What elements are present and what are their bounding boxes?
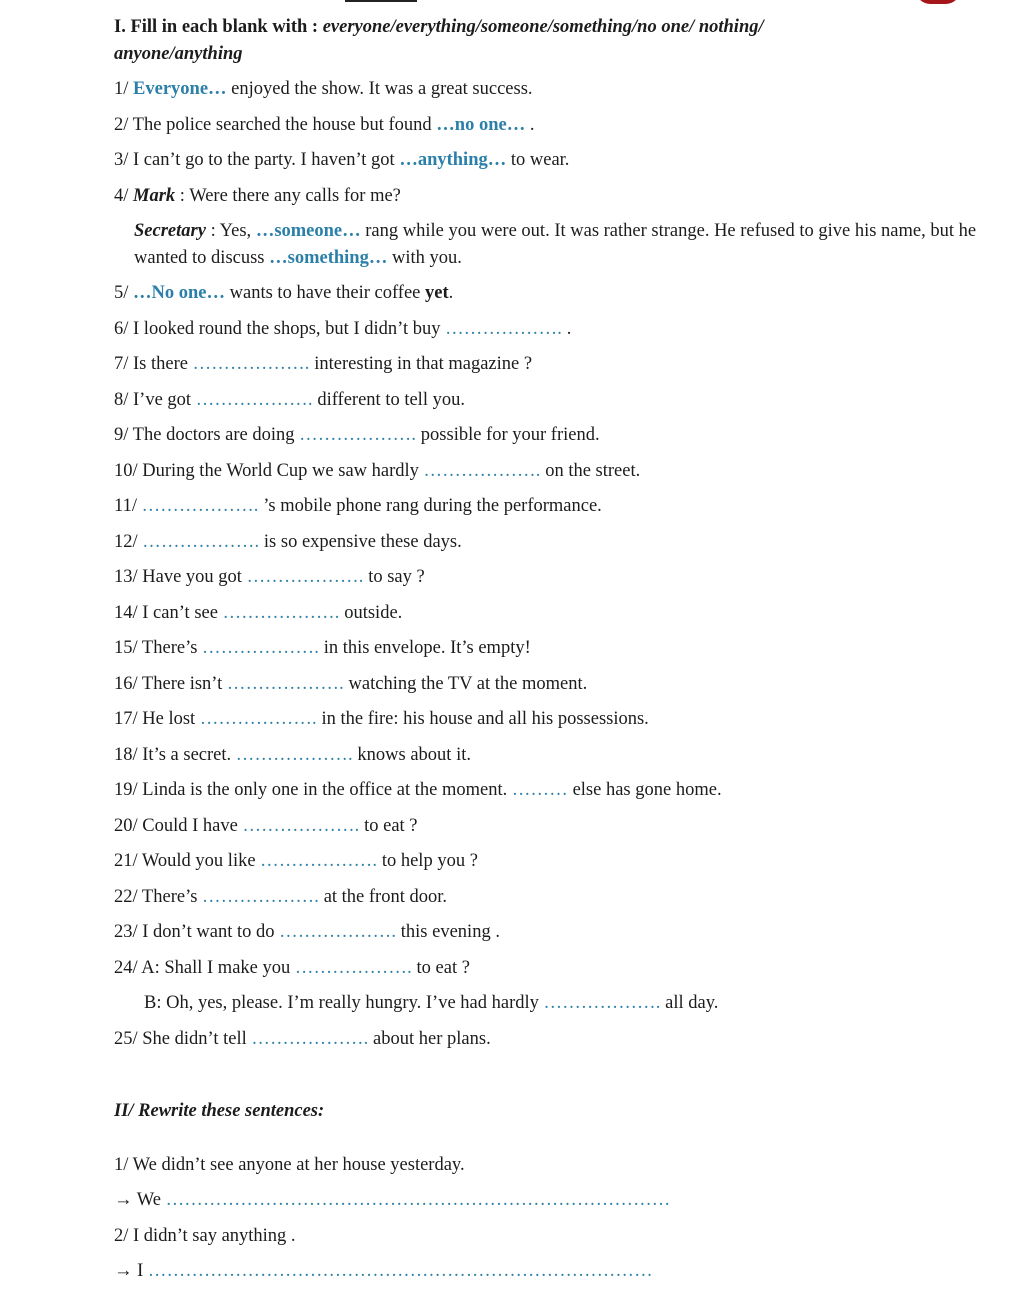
question-text: in the fire: his house and all his possessions. <box>316 709 649 729</box>
answer-blank[interactable]: ………………. <box>260 851 378 871</box>
answer-blank[interactable]: ………………. <box>192 354 310 374</box>
worksheet <box>114 14 994 1290</box>
question-16 <box>114 667 994 703</box>
question-text: rang while you were out. It was rather strange. He refused to give his name, but he wanted to discuss <box>134 221 977 268</box>
question-text: 10/ During the World Cup we saw hardly <box>114 460 424 481</box>
question-text: interesting in that magazine ? <box>309 354 533 374</box>
answer-blank[interactable]: ………………. <box>299 425 417 445</box>
question-text: 17/ He lost <box>114 709 200 729</box>
question-text: 18/ It’s a secret. <box>114 744 236 765</box>
section2-heading: II/ Rewrite these sentences: <box>114 1101 325 1121</box>
question-6 <box>114 312 994 348</box>
answer-blank[interactable]: ………………. <box>199 709 317 729</box>
rewrite-2: 2/ I didn’t say anything . <box>114 1225 296 1246</box>
answer-blank[interactable]: ………………. <box>246 567 364 587</box>
question-11 <box>114 489 994 525</box>
question-text: in this envelope. It’s empty! <box>319 638 531 658</box>
speaker-name: Mark <box>133 185 176 206</box>
question-text: 15/ There’s <box>114 638 203 658</box>
question-text: to eat ? <box>411 957 470 978</box>
answer-blank[interactable]: ………………. <box>226 673 344 694</box>
question-text: 3/ I can’t go to the party. I haven’t got <box>114 150 400 170</box>
question-text: to help you ? <box>377 851 478 871</box>
question-text: watching the TV at the moment. <box>343 673 588 694</box>
answer-text: …no one… <box>436 114 526 135</box>
question-text: about her plans. <box>368 1028 491 1049</box>
question-text: 12/ <box>114 531 143 552</box>
answer-blank[interactable]: ………………. <box>202 886 320 907</box>
question-text: at the front door. <box>319 886 447 907</box>
question-text: . <box>562 318 572 339</box>
question-text: ’s mobile phone rang during the performance. <box>258 496 602 516</box>
bold-word: yet <box>425 283 449 303</box>
question-number: 1/ <box>114 79 134 99</box>
question-2 <box>114 108 994 144</box>
question-text: 8/ I’ve got <box>114 389 196 410</box>
answer-blank[interactable]: ………………. <box>235 744 353 765</box>
question-text: 6/ I looked round the shops, but I didn’t buy <box>114 318 446 339</box>
answer-blank[interactable]: ………………. <box>195 389 313 410</box>
answer-blank[interactable]: ……………………………………………………………………… <box>147 1261 653 1281</box>
question-text: on the street. <box>540 460 641 481</box>
rewrite-2-answer-line <box>114 1254 994 1290</box>
question-text: all day. <box>660 993 719 1013</box>
answer-blank[interactable]: ………………. <box>142 531 260 552</box>
answer-text: …No one… <box>133 283 226 303</box>
top-decorative-rule <box>345 0 417 2</box>
question-text: wants to have their coffee <box>225 283 426 303</box>
question-text: to wear. <box>506 150 570 170</box>
question-text: 16/ There isn’t <box>114 673 227 694</box>
answer-blank[interactable]: ………………. <box>222 602 340 623</box>
question-text: enjoyed the show. It was a great success. <box>226 79 533 99</box>
section1-heading <box>114 14 994 68</box>
question-text: 7/ Is there <box>114 354 193 374</box>
answer-blank[interactable]: ………………. <box>423 460 541 481</box>
question-text: 25/ She didn’t tell <box>114 1028 252 1049</box>
arrow-prefix: → I <box>114 1261 148 1281</box>
speaker-name: Secretary <box>134 221 206 241</box>
question-text: . <box>448 283 454 303</box>
question-24 <box>114 951 994 987</box>
question-19 <box>114 773 994 809</box>
answer-blank[interactable]: ……… <box>511 780 568 800</box>
section1-options-line2: anyone/anything <box>114 44 243 64</box>
arrow-prefix: → We <box>114 1190 166 1210</box>
answer-text: …someone… <box>255 221 361 241</box>
answer-blank[interactable]: ………………. <box>543 993 661 1013</box>
question-text: : Were there any calls for me? <box>175 185 401 206</box>
answer-blank[interactable]: ………………. <box>294 957 412 978</box>
question-text: 22/ There’s <box>114 886 203 907</box>
answer-blank[interactable]: ………………. <box>445 318 563 339</box>
question-7 <box>114 347 994 383</box>
section1-title: I. Fill in each blank with : <box>114 17 323 37</box>
question-text: . <box>525 114 535 135</box>
question-9 <box>114 418 994 454</box>
question-text: 21/ Would you like <box>114 851 261 871</box>
question-text: B: Oh, yes, please. I’m really hungry. I’ve had hardly <box>144 993 544 1013</box>
question-20 <box>114 809 994 845</box>
answer-blank[interactable]: ………………. <box>251 1028 369 1049</box>
question-15 <box>114 631 994 667</box>
question-text: 24/ A: Shall I make you <box>114 957 295 978</box>
answer-blank[interactable]: ………………. <box>279 922 397 942</box>
question-text: 19/ Linda is the only one in the office at the moment. <box>114 780 512 800</box>
question-3 <box>114 143 994 179</box>
question-4-reply <box>114 214 994 276</box>
question-text: different to tell you. <box>312 389 465 410</box>
question-23 <box>114 915 994 951</box>
rewrite-1-answer-line <box>114 1183 994 1219</box>
question-24-reply <box>114 986 994 1022</box>
question-text: outside. <box>339 602 403 623</box>
question-8 <box>114 383 994 419</box>
question-number: 5/ <box>114 283 134 303</box>
answer-blank[interactable]: ………………. <box>202 638 320 658</box>
rewrite-1: 1/ We didn’t see anyone at her house yesterday. <box>114 1154 465 1175</box>
question-text: knows about it. <box>352 744 471 765</box>
question-14 <box>114 596 994 632</box>
question-text: 2/ The police searched the house but found <box>114 114 437 135</box>
question-text: with you. <box>387 248 462 268</box>
question-12 <box>114 525 994 561</box>
question-18 <box>114 738 994 774</box>
answer-text: …something… <box>269 248 388 268</box>
question-1 <box>114 72 994 108</box>
question-17 <box>114 702 994 738</box>
question-text: 14/ I can’t see <box>114 602 223 623</box>
question-22 <box>114 880 994 916</box>
section1-options-line1: everyone/everything/someone/something/no one/ nothing/ <box>322 17 764 37</box>
question-text: 9/ The doctors are doing <box>114 425 300 445</box>
question-text: is so expensive these days. <box>259 531 462 552</box>
question-text: possible for your friend. <box>416 425 600 445</box>
answer-text: Everyone… <box>133 79 227 99</box>
question-21 <box>114 844 994 880</box>
answer-blank[interactable]: ……………………………………………………………………… <box>165 1190 671 1210</box>
answer-blank[interactable]: ………………. <box>141 496 259 516</box>
question-text: 23/ I don’t want to do <box>114 922 280 942</box>
question-text: else has gone home. <box>567 780 722 800</box>
question-4 <box>114 179 994 215</box>
question-13 <box>114 560 994 596</box>
question-25 <box>114 1022 994 1058</box>
question-text: 20/ Could I have <box>114 815 243 836</box>
corner-red-mark <box>916 0 960 4</box>
question-text: : Yes, <box>205 221 256 241</box>
question-text: to eat ? <box>359 815 418 836</box>
question-text: 11/ <box>114 496 142 516</box>
question-5 <box>114 276 994 312</box>
question-text: 13/ Have you got <box>114 567 247 587</box>
question-number: 4/ <box>114 185 134 206</box>
answer-blank[interactable]: ………………. <box>242 815 360 836</box>
question-10 <box>114 454 994 490</box>
answer-text: …anything… <box>399 150 507 170</box>
question-text: to say ? <box>363 567 425 587</box>
question-text: this evening . <box>396 922 500 942</box>
